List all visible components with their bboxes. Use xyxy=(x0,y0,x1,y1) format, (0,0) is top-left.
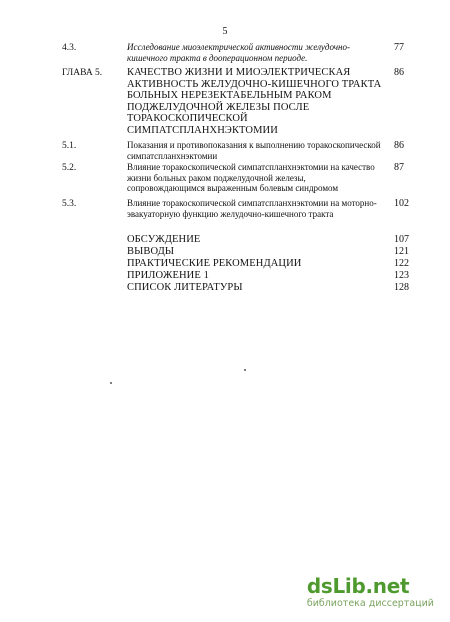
toc-entry-title: ВЫВОДЫ xyxy=(127,246,175,257)
toc-entry-title: Показания и противопоказания к выполнению торакоскопической симпатспланхнэктомии xyxy=(127,140,381,161)
toc-entry-number: ГЛАВА 5. xyxy=(62,68,103,78)
toc-entry-title: ПРИЛОЖЕНИЕ 1 xyxy=(127,270,209,281)
watermark xyxy=(307,575,434,610)
toc-entry-page: 121 xyxy=(394,246,409,257)
toc-entry-page: 123 xyxy=(394,270,409,281)
toc-entry-number: 4.3. xyxy=(62,43,77,53)
toc-entry-page: 122 xyxy=(394,258,409,269)
toc-entry-number: 5.3. xyxy=(62,199,77,209)
page-number: 5 xyxy=(222,26,228,37)
toc-entry-title: СПИСОК ЛИТЕРАТУРЫ xyxy=(127,282,243,293)
toc-entry-page: 86 xyxy=(394,140,404,151)
toc-entry-number: 5.2. xyxy=(62,163,77,173)
toc-entry-title: Исследование миоэлектрической активности желудочно-кишечного тракта в дооперационном периоде. xyxy=(127,42,350,63)
toc-entry-page: 77 xyxy=(394,42,404,53)
toc-entry-page: 128 xyxy=(394,282,409,293)
toc-entry-title: ПРАКТИЧЕСКИЕ РЕКОМЕНДАЦИИ xyxy=(127,258,302,269)
toc-entry-title: Влияние торакоскопической симпатспланхнэктомии на моторно-эвакуаторную функцию желудочно-кишечного тракта xyxy=(127,198,377,219)
toc-entry-title: КАЧЕСТВО ЖИЗНИ И МИОЭЛЕКТРИЧЕСКАЯ АКТИВНОСТЬ ЖЕЛУДОЧНО-КИШЕЧНОГО ТРАКТА БОЛЬНЫХ НЕРЕЗЕКТАБЕЛЬНЫМ РАКОМ ПОДЖЕЛУДОЧНОЙ ЖЕЛЕЗЫ ПОСЛЕ ТОРАКОСКОПИЧЕСКОЙ СИМПАТСПЛАНХНЭКТОМИИ xyxy=(127,67,382,136)
scan-speck xyxy=(244,369,246,371)
watermark-logo: dsLib.net xyxy=(306,574,410,598)
toc-entry-page: 87 xyxy=(394,162,404,173)
watermark-subtitle: библиотека диссертаций xyxy=(306,598,434,609)
toc-entry-title: ОБСУЖДЕНИЕ xyxy=(127,234,201,245)
toc-entry-page: 107 xyxy=(394,234,409,245)
toc-entry-page: 102 xyxy=(394,198,409,209)
scan-speck xyxy=(110,382,112,384)
toc-entry-number: 5.1. xyxy=(62,141,77,151)
toc-entry-page: 86 xyxy=(394,67,404,78)
toc-entry-title: Влияние торакоскопической симпатспланхнэктомии на качество жизни больных раком поджелудочной железы, сопровождающимся выраженным болевым синдромом xyxy=(127,162,375,193)
